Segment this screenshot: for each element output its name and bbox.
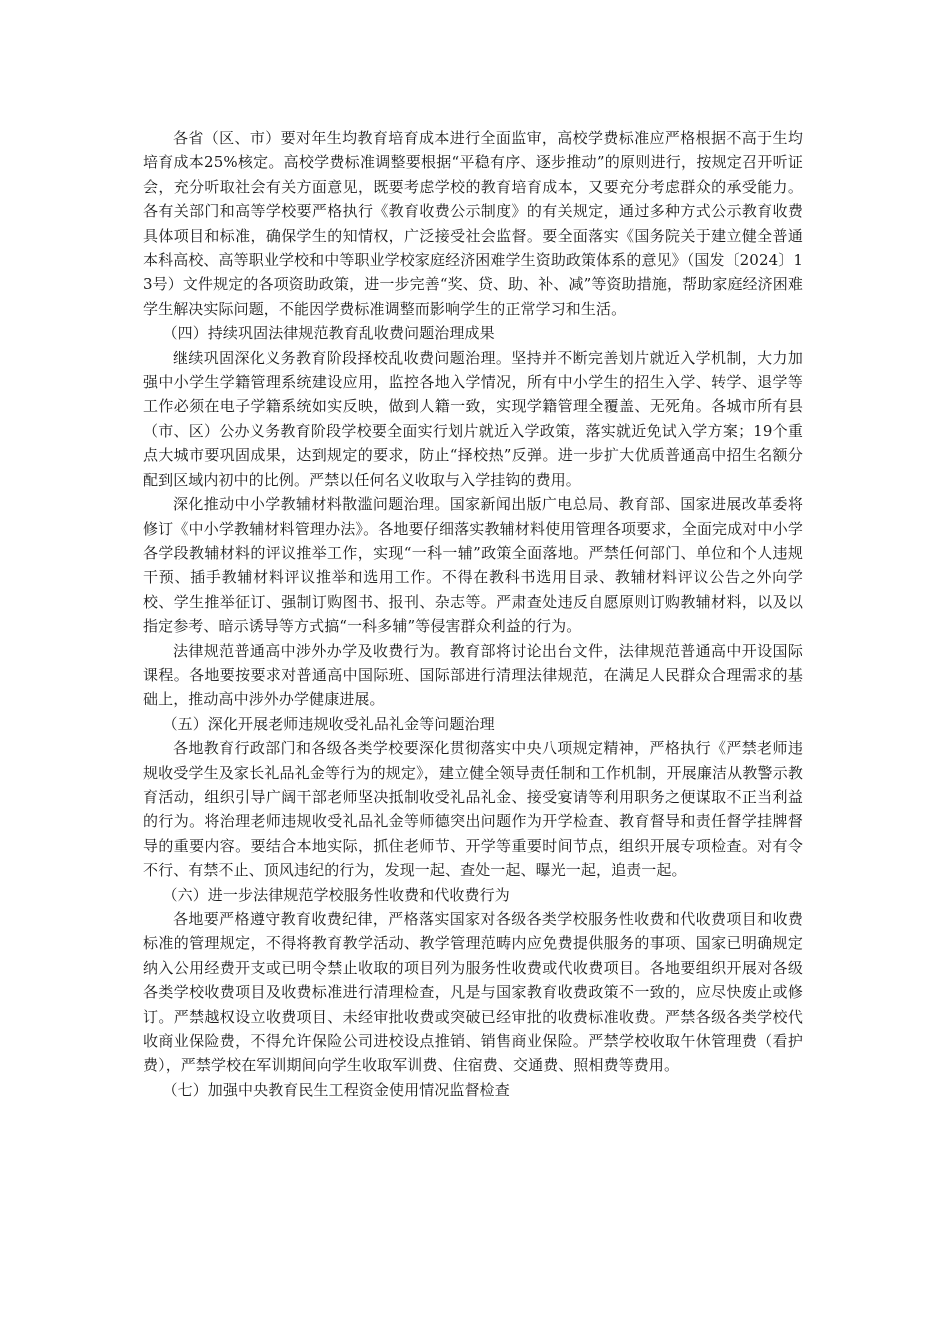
paragraph-teacher-gifts: 各地教育行政部门和各级各类学校要深化贯彻落实中央八项规定精神，严格执行《严禁老师违规收受学生及家长礼品礼金等行为的规定》，建立健全领导责任制和工作机制，开展廉洁从教警示教育活动，组织引导广阔干部老师坚决抵制收受礼品礼金、接受宴请等利用职务之便谋取不正当利益的行为。将治理老师违规收受礼品礼金等师德突出问题作为开学检查、教育督导和责任督学挂牌督导的重要内容。要结合本地实际，抓住老师节、开学等重要时间节点，组织开展专项检查。对有令不行、有禁不止、顶风违纪的行为，发现一起、查处一起、曝光一起，追责一起。 xyxy=(143,739,803,880)
paragraph-international-courses: 法律规范普通高中涉外办学及收费行为。教育部将讨论出台文件，法律规范普通高中开设国际课程。各地要按要求对普通高中国际班、国际部进行清理法律规范，在满足人民群众合理需求的基础上，推动高中涉外办学健康进展。 xyxy=(143,641,803,709)
paragraph-school-choice: 继续巩固深化义务教育阶段择校乱收费问题治理。坚持并不断完善划片就近入学机制，大力加强中小学生学籍管理系统建设应用，监控各地入学情况，所有中小学生的招生入学、转学、退学等工作必须在电子学籍系统如实反映，做到人籍一致，实现学籍管理全覆盖、无死角。各城市所有县（市、区）公办义务教育阶段学校要全面实行划片就近入学政策，落实就近免试入学方案；19个重点大城市要巩固成果，达到规定的要求，防止“择校热”反弹。进一步扩大优质普通高中招生名额分配到区域内初中的比例。严禁以任何名义收取与入学挂钩的费用。 xyxy=(143,348,803,489)
section-heading-7: （七）加强中央教育民生工程资金使用情况监督检查 xyxy=(162,1080,510,1099)
paragraph-service-fees: 各地要严格遵守教育收费纪律，严格落实国家对各级各类学校服务性收费和代收费项目和收费标准的管理规定，不得将教育教学活动、教学管理范畴内应免费提供服务的事项、国家已明确规定纳入公用经费开支或已明令禁止收取的项目列为服务性收费或代收费项目。各地要组织开展对各级各类学校收费项目及收费标准进行清理检查，凡是与国家教育收费政策不一致的，应尽快废止或修订。严禁越权设立收费项目、未经审批收费或突破已经审批的收费标准收费。严禁各级各类学校代收商业保险费，不得允许保险公司进校设点推销、销售商业保险。严禁学校收取午休管理费（看护费），严禁学校在军训期间向学生收取军训费、住宿费、交通费、照相费等费用。 xyxy=(143,910,803,1075)
paragraph-tuition-review: 各省（区、市）要对年生均教育培育成本进行全面监审，高校学费标准应严格根据不高于生均培育成本25%核定。高校学费标准调整要根据“平稳有序、逐步推动”的原则进行，按规定召开听证会，充分听取社会有关方面意见，既要考虑学校的教育培育成本，又要充分考虑群众的承受能力。各有关部门和高等学校要严格执行《教育收费公示制度》的有关规定，通过多种方式公示教育收费具体项目和标准，确保学生的知情权，广泛接受社会监督。要全面落实《国务院关于建立健全普通本科高校、高等职业学校和中等职业学校家庭经济困难学生资助政策体系的意见》（国发〔2024〕13号）文件规定的各项资助政策，进一步完善“奖、贷、助、补、减”等资助措施，帮助家庭经济困难学生解决实际问题，不能因学费标准调整而影响学生的正常学习和生活。 xyxy=(143,129,803,318)
document-body xyxy=(143,126,803,1102)
section-heading-4: （四）持续巩固法律规范教育乱收费问题治理成果 xyxy=(162,324,495,343)
section-heading-5: （五）深化开展老师违规收受礼品礼金等问题治理 xyxy=(162,714,495,733)
section-heading-6: （六）进一步法律规范学校服务性收费和代收费行为 xyxy=(162,885,510,904)
paragraph-teaching-materials: 深化推动中小学教辅材料散滥问题治理。国家新闻出版广电总局、教育部、国家进展改革委将修订《中小学教辅材料管理办法》。各地要仔细落实教辅材料使用管理各项要求，全面完成对中小学各学段教辅材料的评议推举工作，实现“一科一辅”政策全面落地。严禁任何部门、单位和个人违规干预、插手教辅材料评议推举和选用工作。不得在教科书选用目录、教辅材料评议公告之外向学校、学生推举征订、强制订购图书、报刊、杂志等。严肃查处违反自愿原则订购教辅材料，以及以指定参考、暗示诱导等方式搞“一科多辅”等侵害群众利益的行为。 xyxy=(143,495,803,636)
